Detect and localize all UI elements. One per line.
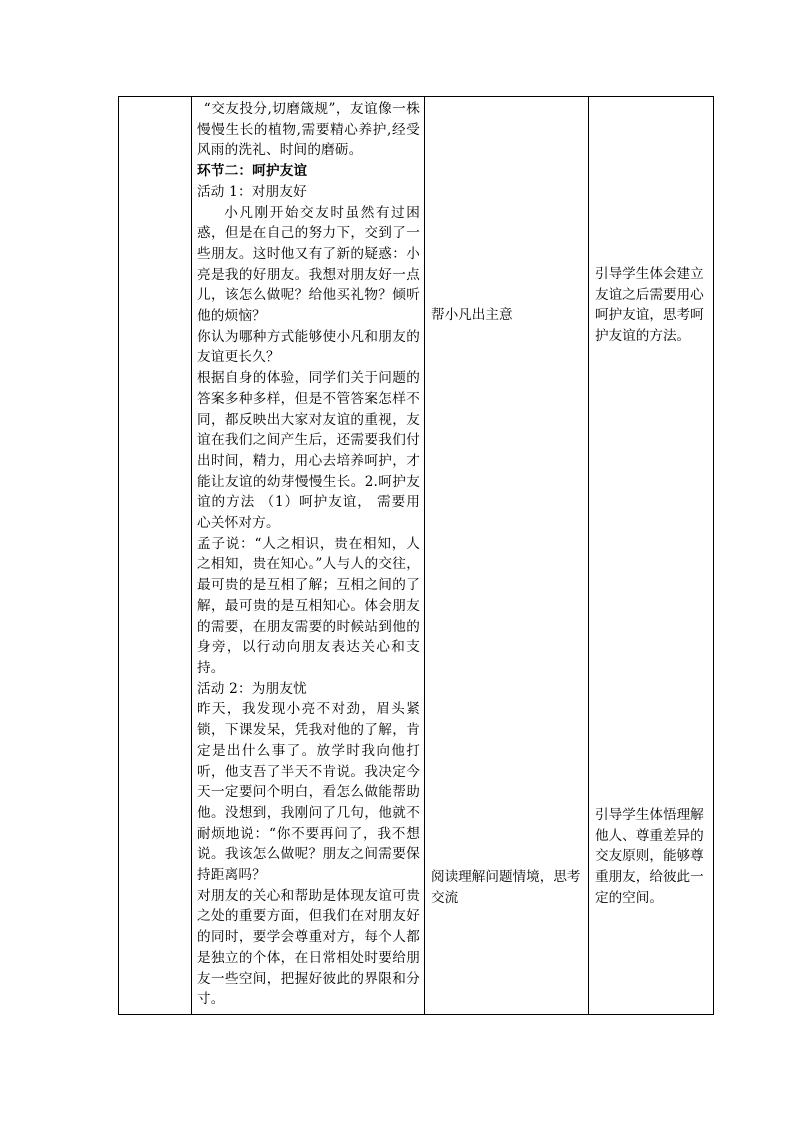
student-activity-cell: [425, 97, 589, 1015]
conclusion-paragraph: 对朋友的关心和帮助是体现友谊可贵之处的重要方面，但我们在对朋友好的同时，要学会尊重对方，每个人都是独立的个体，在日常相处时要给朋友一些空间，把握好彼此的界限和分寸。: [197, 887, 420, 1008]
scenario-2-paragraph: 昨天，我发现小亮不对劲，眉头紧锁，下课发呆，凭我对他的了解，肯定是出什么事了。放学时我向他打听，他支吾了半天不肯说。我决定今天一定要问个明白，看怎么做能帮助他。没想到，我刚问了几句，他就不耐烦地说：“你不要再问了，我不想说。我该怎么做呢？朋友之间需要保持距离吗？: [197, 701, 420, 884]
design-intent-2: 引导学生体悟理解他人、尊重差异的交友原则，能够尊重朋友，给彼此一定的空间。: [595, 807, 704, 906]
lesson-plan-table: [118, 96, 714, 1015]
stage-cell: [119, 97, 192, 1015]
student-activity-1: 帮小凡出主意: [431, 307, 513, 323]
teaching-content-cell: [192, 97, 425, 1015]
activity-1-title: 活动 1：对朋友好: [197, 183, 307, 200]
activity-2-title: 活动 2：为朋友忧: [197, 680, 307, 697]
question-paragraph: 你认为哪种方式能够使小凡和朋友的友谊更长久？: [197, 328, 420, 366]
table-row: [119, 97, 714, 1015]
teaching-content: [197, 99, 420, 1010]
student-activity-2: 阅读理解问题情境，思考交流: [431, 869, 581, 906]
mencius-quote-paragraph: 孟子说：“人之相识，贵在相知，人之相知，贵在知心。”人与人的交往，最可贵的是互相了解；互相之间的了解，最可贵的是互相知心。体会朋友的需要，在朋友需要的时候站到他的身旁，以行动向朋友表达关心和支持。: [197, 535, 420, 676]
scenario-1-paragraph: 小凡刚开始交友时虽然有过困惑，但是在自己的努力下，交到了一些朋友。这时他又有了新的疑惑：小亮是我的好朋友。我想对朋友好一点儿，该怎么做呢？给他买礼物？倾听他的烦恼？: [197, 204, 420, 325]
section-heading: 环节二：呵护友谊: [197, 163, 308, 180]
design-intent-cell: [589, 97, 714, 1015]
design-intent-1: 引导学生体会建立友谊之后需要用心呵护友谊，思考呵护友谊的方法。: [595, 266, 704, 345]
intro-paragraph: “交友投分,切磨箴规”，友谊像一株慢慢生长的植物,需要精心养护,经受风雨的洗礼、时间的磨砺。: [197, 101, 420, 159]
explanation-paragraph: 根据自身的体验，同学们关于问题的答案多种多样，但是不管答案怎样不同，都反映出大家对友谊的重视，友谊在我们之间产生后，还需要我们付出时间，精力，用心去培养呵护，才能让友谊的幼芽慢慢生长。2.呵护友谊的方法 （1）呵护友谊， 需要用心关怀对方。: [197, 370, 420, 532]
